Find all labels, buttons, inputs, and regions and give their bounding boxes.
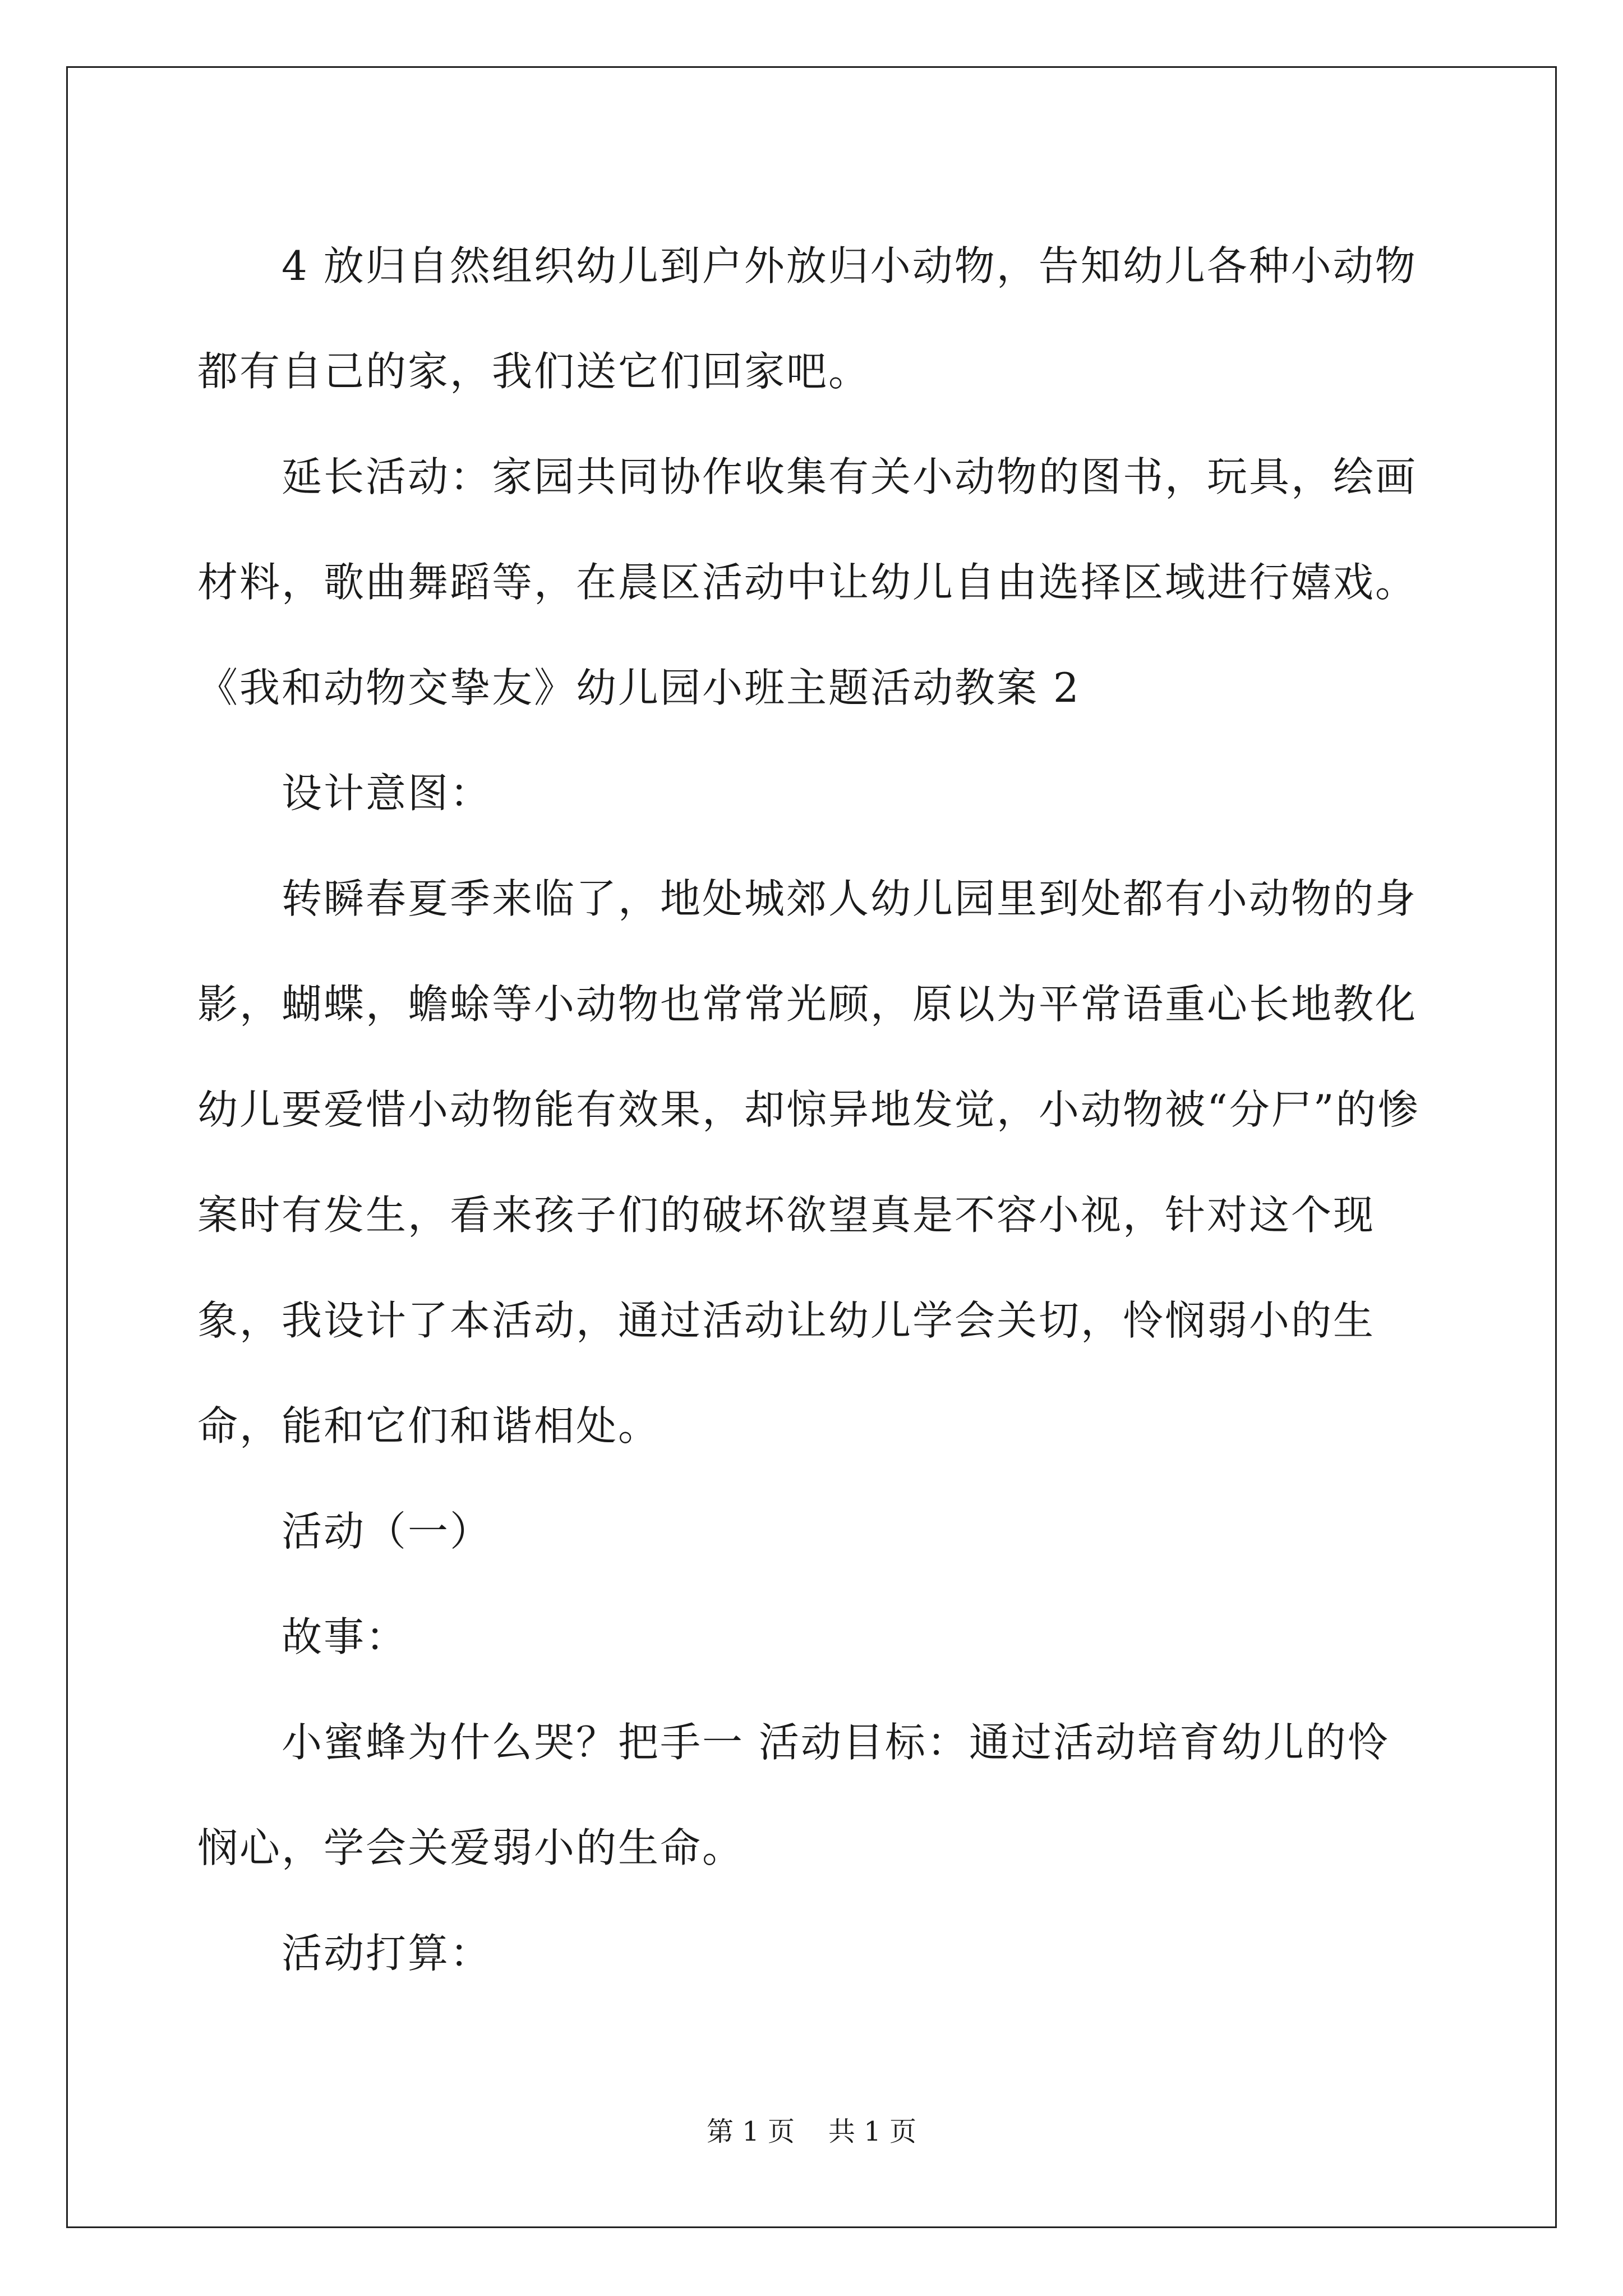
page-footer [0,2115,1623,2148]
page-number: 第 1 页 [706,2116,795,2147]
document-body [197,213,1431,2006]
paragraph-extended-activity: 延长活动：家园共同协作收集有关小动物的图书，玩具，绘画材料，歌曲舞蹈等，在晨区活动中让幼儿自由选择区域进行嬉戏。 [197,453,1418,606]
paragraph-activity-goal: 小蜜蜂为什么哭？把手一 活动目标：通过活动培育幼儿的怜悯心，学会关爱弱小的生命。 [197,1719,1390,1871]
paragraph-release-animals: 4 放归自然组织幼儿到户外放归小动物，告知幼儿各种小动物都有自己的家，我们送它们回家吧。 [197,242,1417,395]
page-total: 共 1 页 [828,2116,917,2147]
paragraph-activity-prep: 活动打算： [282,1930,492,1977]
paragraph-design-intent-label: 设计意图： [282,770,492,817]
paragraph-design-intent: 转瞬春夏季来临了，地处城郊人幼儿园里到处都有小动物的身影，蝴蝶，蟾蜍等小动物也常常光顾，原以为平常语重心长地教化幼儿要爱惜小动物能有效果，却惊异地发觉，小动物被“分尸”的惨案时有发生，看来孩子们的破坏欲望真是不容小视，针对这个现象，我设计了本活动，通过活动让幼儿学会关切，怜悯弱小的生命，能和它们和谐相处。 [197,875,1420,1450]
paragraph-activity-one: 活动（一） [282,1508,492,1555]
section-heading: 《我和动物交挚友》幼儿园小班主题活动教案 2 [197,664,1081,711]
paragraph-story-label: 故事： [282,1613,408,1660]
